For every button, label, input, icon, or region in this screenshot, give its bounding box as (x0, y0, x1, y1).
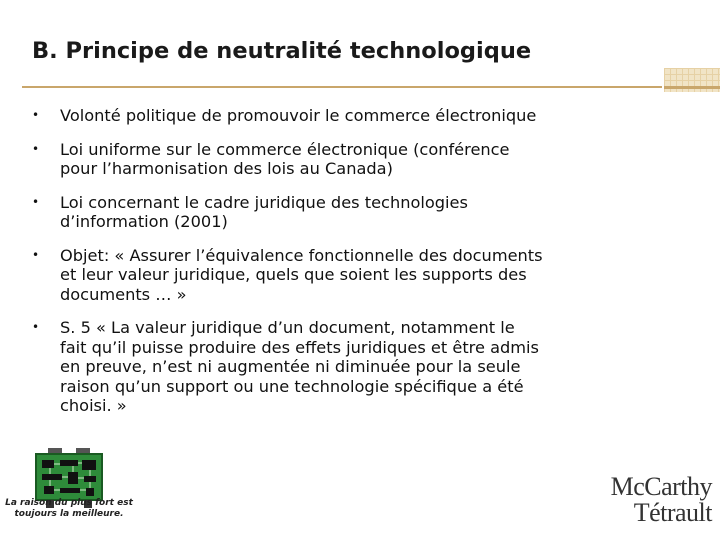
bullet-marker: • (32, 320, 40, 334)
bullet-line: raison qu’un support ou une technologie spécifique a été (60, 376, 524, 396)
bullet-line: pour l’harmonisation des lois au Canada) (60, 159, 393, 178)
bullet-line: choisi. » (60, 396, 127, 415)
bullet-marker: • (32, 108, 40, 122)
title-divider (22, 86, 662, 88)
bullet-line: et leur valeur juridique, quels que soient les supports des (60, 265, 527, 284)
bullet-item (32, 246, 672, 305)
bullet-item (32, 318, 672, 416)
bullet-item (32, 106, 672, 126)
slogan-line: toujours la meilleure. (14, 509, 124, 519)
slogan-line: La raison du plus fort est (5, 498, 133, 508)
bullet-marker: • (32, 194, 40, 209)
corner-decoration (664, 68, 720, 92)
bullet-line: Loi concernant le cadre juridique des technologies (60, 192, 468, 212)
slide-title: B. Principe de neutralité technologique (32, 38, 532, 64)
bullet-line: S. 5 « La valeur juridique d’un document, notamment le (60, 318, 515, 337)
bullet-line: Volonté politique de promouvoir le commerce électronique (60, 106, 537, 125)
bullet-item (32, 140, 672, 179)
firm-name-line2: Tétrault (633, 498, 712, 527)
corner-bar (664, 86, 720, 89)
firm-name-line1: McCarthy (610, 472, 712, 501)
bullet-line: Objet: « Assurer l’équivalence fonctionnelle des documents (60, 245, 543, 265)
bullet-line: documents … » (60, 284, 187, 304)
bullet-marker: • (32, 247, 40, 262)
bullet-marker: • (32, 141, 40, 156)
firm-logo (572, 474, 712, 526)
bullet-line: fait qu’il puisse produire des effets juridiques et être admis (60, 337, 539, 357)
bullet-line: Loi uniforme sur le commerce électronique (conférence (60, 139, 510, 159)
bullet-line: d’information (2001) (60, 212, 228, 231)
slogan (4, 498, 134, 520)
bullet-item (32, 193, 672, 232)
bullet-line: en preuve, n’est ni augmentée ni diminuée pour la seule (60, 357, 521, 376)
bullet-list (32, 106, 672, 430)
